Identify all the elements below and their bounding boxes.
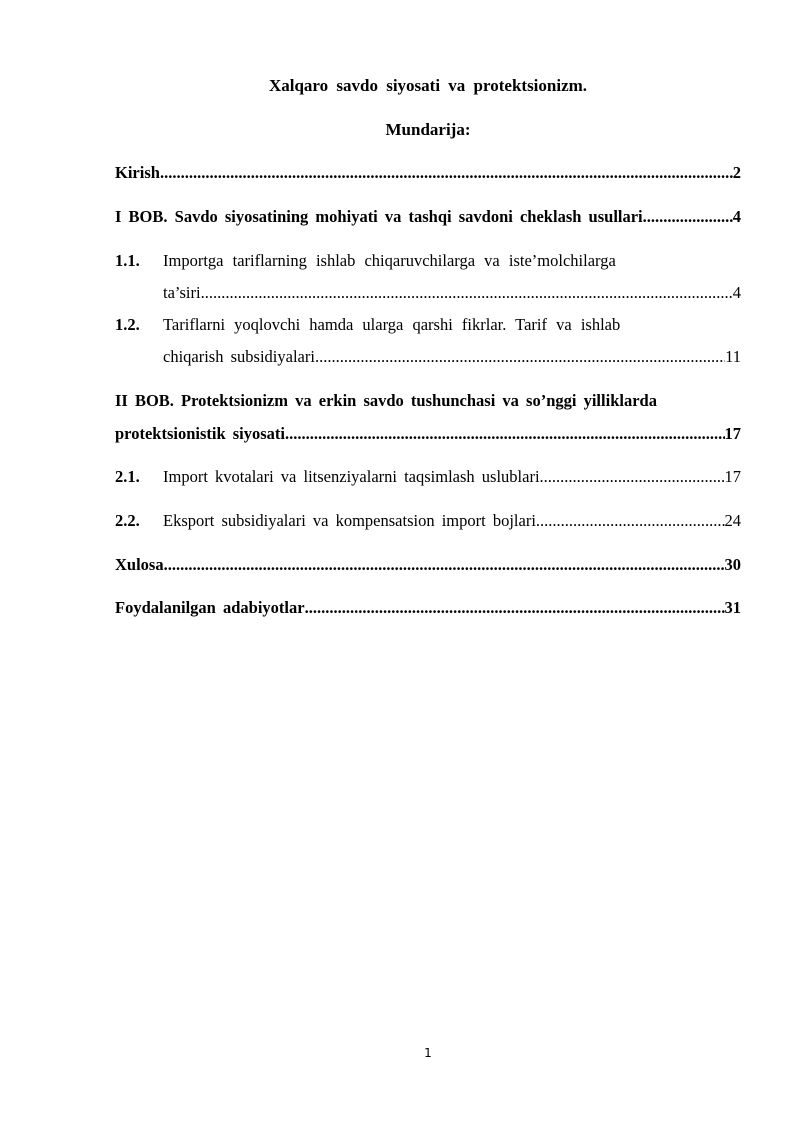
toc-entry-references[interactable] <box>115 598 741 622</box>
toc-entry-label: protektsionistik siyosati <box>115 424 286 443</box>
toc-entry-label: Eksport subsidiyalari va kompensatsion import bojlari <box>163 511 536 530</box>
toc-section-number: 2.1. <box>115 467 140 486</box>
toc-entry-label: ta’siri <box>163 283 201 302</box>
toc-entry-page: 4 <box>732 283 741 302</box>
toc-entry-page: 11 <box>725 347 741 366</box>
document-title: Xalqaro savdo siyosati va protektsionizm. <box>268 76 588 95</box>
toc-section-number: 1.1. <box>115 251 140 270</box>
toc-entry-label: Kirish <box>115 163 160 182</box>
toc-section-number: 1.2. <box>115 315 140 334</box>
toc-entry-label: II BOB. Protektsionizm va erkin savdo tushunchasi va so’nggi yilliklarda <box>115 391 657 410</box>
toc-entry-page: 31 <box>724 598 741 617</box>
toc-entry-label: Foydalanilgan adabiyotlar <box>115 598 305 617</box>
toc-entry-continuation <box>163 347 741 371</box>
toc-section-number: 2.2. <box>115 511 140 530</box>
toc-entry-label: Import kvotalari va litsenziyalarni taqsimlash uslublari <box>163 467 540 486</box>
toc-entry-continuation <box>163 283 741 307</box>
toc-entry-kirish[interactable] <box>115 163 741 187</box>
toc-entry-page: 2 <box>732 163 741 182</box>
toc-entry-label: Importga tariflarning ishlab chiqaruvchilarga va iste’molchilarga <box>163 251 616 270</box>
toc-heading: Mundarija: <box>385 120 471 139</box>
toc-entry-page: 24 <box>724 511 741 530</box>
toc-entry-first-line <box>115 391 741 415</box>
toc-entry-page: 17 <box>724 467 741 486</box>
toc-entry-label: Xulosa <box>115 555 164 574</box>
toc-entry-chapter-1[interactable] <box>115 207 741 231</box>
toc-entry-label: I BOB. Savdo siyosatining mohiyati va tashqi savdoni cheklash usullari <box>115 207 643 226</box>
toc-entry-continuation <box>115 424 741 448</box>
toc-entry-page: 30 <box>724 555 741 574</box>
toc-entry-page: 17 <box>724 424 741 443</box>
toc-entry-xulosa[interactable] <box>115 555 741 579</box>
toc-entry-label: chiqarish subsidiyalari <box>163 347 315 366</box>
toc-entry-line <box>163 511 741 535</box>
page-number: 1 <box>424 1046 432 1060</box>
toc-entry-page: 4 <box>732 207 741 226</box>
toc-entry-line <box>163 467 741 491</box>
toc-entry-label: Tariflarni yoqlovchi hamda ularga qarshi fikrlar. Tarif va ishlab <box>163 315 621 334</box>
